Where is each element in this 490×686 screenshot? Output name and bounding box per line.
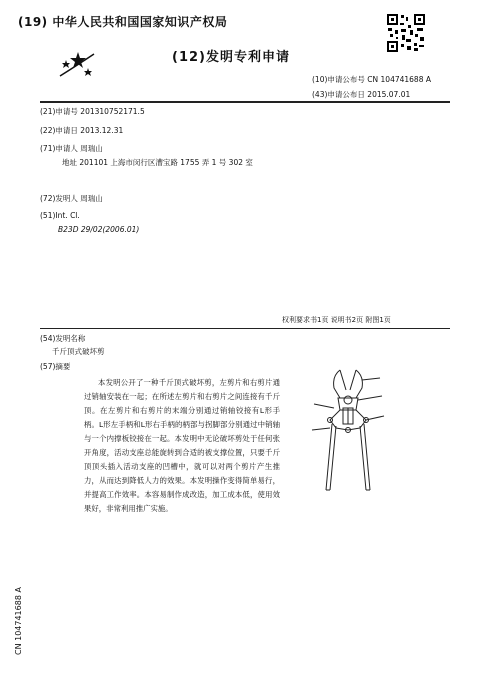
pub-date: 2015.07.01 [367, 90, 411, 99]
app-no-label: (21)申请号 [40, 107, 78, 116]
invention-title-label: (54)发明名称 [40, 334, 86, 343]
pub-date-label: (43)申请公布日 [312, 90, 365, 99]
abstract-label: (57)摘要 [40, 362, 71, 371]
app-date-label: (22)申请日 [40, 126, 78, 135]
intcl-label: (51)Int. Cl. [40, 211, 80, 220]
applicant: 周瑞山 [80, 144, 103, 153]
intcl-field [40, 210, 80, 222]
inventor-field [40, 193, 103, 205]
abstract-figure [296, 368, 400, 492]
abstract-text: 本发明公开了一种千斤顶式破坏剪，左剪片和右剪片通过销轴安装在一起；在所述左剪片和右剪片之间连接有千斤顶。在左剪片和右剪片的末端分别通过销轴铰接有L形手柄。L形左手柄和L形右手柄的柄部与拐脚部分别通过中销轴与一个内撑板铰接在一起。本发明中无论破坏剪处于任何张开角度，活动支座总能旋转到合适的被支撑位置，只要千斤顶顶头插入活动支座的凹槽中，就可以对两个剪片产生推力，从而达到降低人力的效果。本发明操作变得简单易行，并提高工作效率。本容易制作成改造，加工成本低，使用效果好，非常利用推广实施。 [84, 378, 280, 513]
country-code-label: (19) [18, 15, 48, 29]
invention-title: 千斤顶式破坏剪 [52, 347, 105, 356]
address: 201101 上海市闵行区漕宝路 1755 弄 1 号 302 室 [79, 158, 253, 167]
pub-date-line [312, 87, 431, 102]
application-number-field [40, 106, 145, 118]
side-publication-number: CN 104741688 A [14, 587, 23, 655]
pub-number-line [312, 72, 431, 87]
application-date-field [40, 125, 123, 137]
country-name: 中华人民共和国国家知识产权局 [52, 15, 228, 29]
qr-code-icon [386, 13, 426, 53]
app-date: 2013.12.31 [80, 126, 124, 135]
address-field [62, 156, 262, 170]
inventor-label: (72)发明人 [40, 194, 78, 203]
app-no: 201310752171.5 [80, 107, 145, 116]
pub-number: CN 104741688 A [367, 75, 431, 84]
cnipa-logo-icon [58, 46, 96, 80]
publication-info [312, 72, 431, 102]
page-counts: 权利要求书1页 说明书2页 附图1页 [282, 316, 391, 324]
intcl-value: B23D 29/02(2006.01) [58, 225, 140, 234]
applicant-label: (71)申请人 [40, 144, 78, 153]
address-label: 地址 [62, 158, 77, 167]
country-office-header [18, 13, 227, 30]
applicant-field [40, 143, 103, 155]
pages-divider [40, 328, 450, 329]
doc-type: 发明专利申请 [205, 50, 290, 65]
inventor: 周瑞山 [80, 194, 103, 203]
document-type-title [172, 46, 290, 65]
header-divider [40, 101, 450, 103]
pub-number-label: (10)申请公布号 [312, 75, 365, 84]
doc-type-code: (12) [172, 50, 206, 65]
